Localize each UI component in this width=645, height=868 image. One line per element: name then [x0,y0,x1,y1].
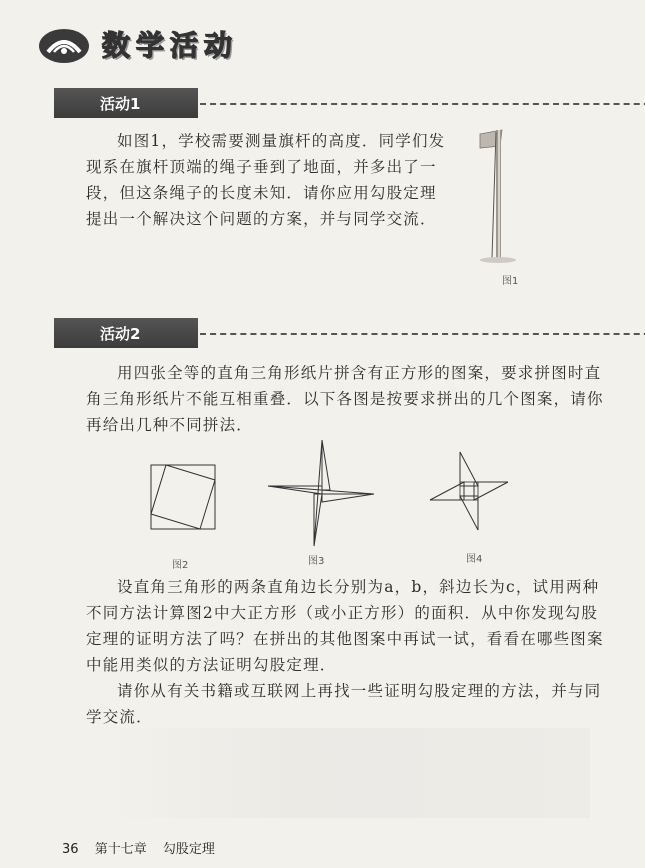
flagpole-figure [468,126,538,266]
activity2-label: 活动2 [100,325,141,343]
page-footer [62,838,227,857]
page-title: 数学活动 [102,29,239,62]
figure2-caption: 图2 [172,560,189,571]
figure1-caption: 图1 [502,276,519,287]
activity2-text1: 用四张全等的直角三角形纸片拼含有正方形的图案，要求拼图时直角三角形纸片不能互相重叠．以下各图是按要求拼出的几个图案，请你再给出几种不同拼法． [86,364,604,434]
activity1-banner [54,88,614,118]
page-number: 36 [62,842,79,857]
activity2-text2: 设直角三角形的两条直角边长分别为a，b，斜边长为c，试用两种不同方法计算图2中大正方形（或小正方形）的面积．从中你发现勾股定理的证明方法了吗？在拼出的其他图案中再试一试，看看在哪些图案中能用类似的方法证明勾股定理． [86,578,604,674]
activity2-text3: 请你从有关书籍或互联网上再找一些证明勾股定理的方法，并与同学交流． [86,682,602,726]
figure4-caption: 图4 [466,554,483,565]
figure4-windmill-pattern [426,448,512,534]
activity1-label: 活动1 [100,95,141,113]
book-logo-icon [38,22,90,64]
figure3-pinwheel-pattern [266,438,376,548]
banner-divider [200,333,645,335]
chapter-label: 第十七章 [94,842,147,857]
scan-shadow [110,728,590,818]
section-header [38,18,638,68]
figure3-caption: 图3 [308,556,325,567]
activity2-banner [54,318,614,348]
activity1-text: 如图1，学校需要测量旗杆的高度．同学们发现系在旗杆顶端的绳子垂到了地面，并多出了一段，但这条绳子的长度未知．请你应用勾股定理提出一个解决这个问题的方案，并与同学交流． [86,132,446,228]
banner-divider [200,103,645,105]
figure2-square-pattern [150,464,216,530]
chapter-title: 勾股定理 [162,842,215,857]
